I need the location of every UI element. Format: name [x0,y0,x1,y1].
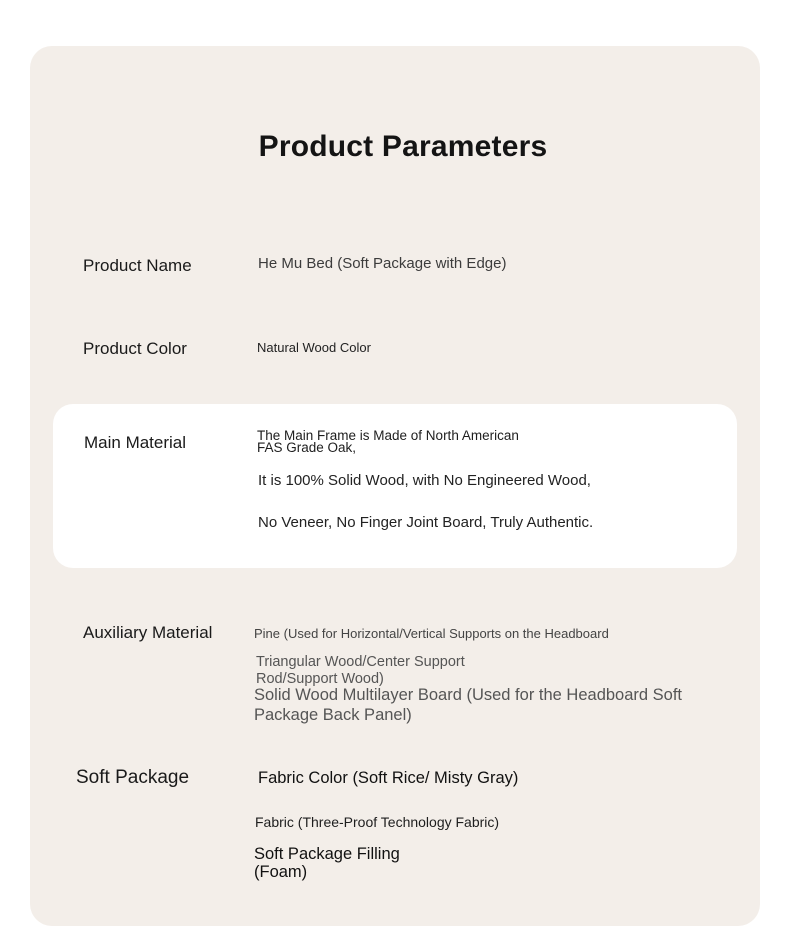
auxiliary-material-line-5: Package Back Panel) [254,706,412,724]
soft-package-line-1: Fabric Color (Soft Rice/ Misty Gray) [258,769,519,787]
main-material-line-4: No Veneer, No Finger Joint Board, Truly Authentic. [258,514,594,531]
auxiliary-material-line-3: Rod/Support Wood) [256,671,384,687]
main-material-line-3: It is 100% Solid Wood, with No Engineered Wood, [258,472,591,489]
soft-package-label: Soft Package [76,767,190,788]
soft-package-line-2: Fabric (Three-Proof Technology Fabric) [255,814,500,830]
page-title: Product Parameters [258,130,548,163]
product-color-value: Natural Wood Color [257,340,371,355]
auxiliary-material-label: Auxiliary Material [83,623,213,642]
product-name-value: He Mu Bed (Soft Package with Edge) [258,255,507,272]
auxiliary-material-line-1: Pine (Used for Horizontal/Vertical Supports on the Headboard [254,626,609,641]
auxiliary-material-line-2: Triangular Wood/Center Support [256,654,465,670]
main-material-label: Main Material [84,433,187,452]
soft-package-line-3: Soft Package Filling [254,845,400,863]
main-material-line-1: The Main Frame is Made of North American [257,428,519,443]
main-material-line-2: FAS Grade Oak, [257,440,357,455]
product-name-label: Product Name [83,256,192,275]
auxiliary-material-line-4: Solid Wood Multilayer Board (Used for the Headboard Soft [254,686,683,704]
product-color-label: Product Color [83,339,187,358]
soft-package-line-4: (Foam) [254,863,308,881]
